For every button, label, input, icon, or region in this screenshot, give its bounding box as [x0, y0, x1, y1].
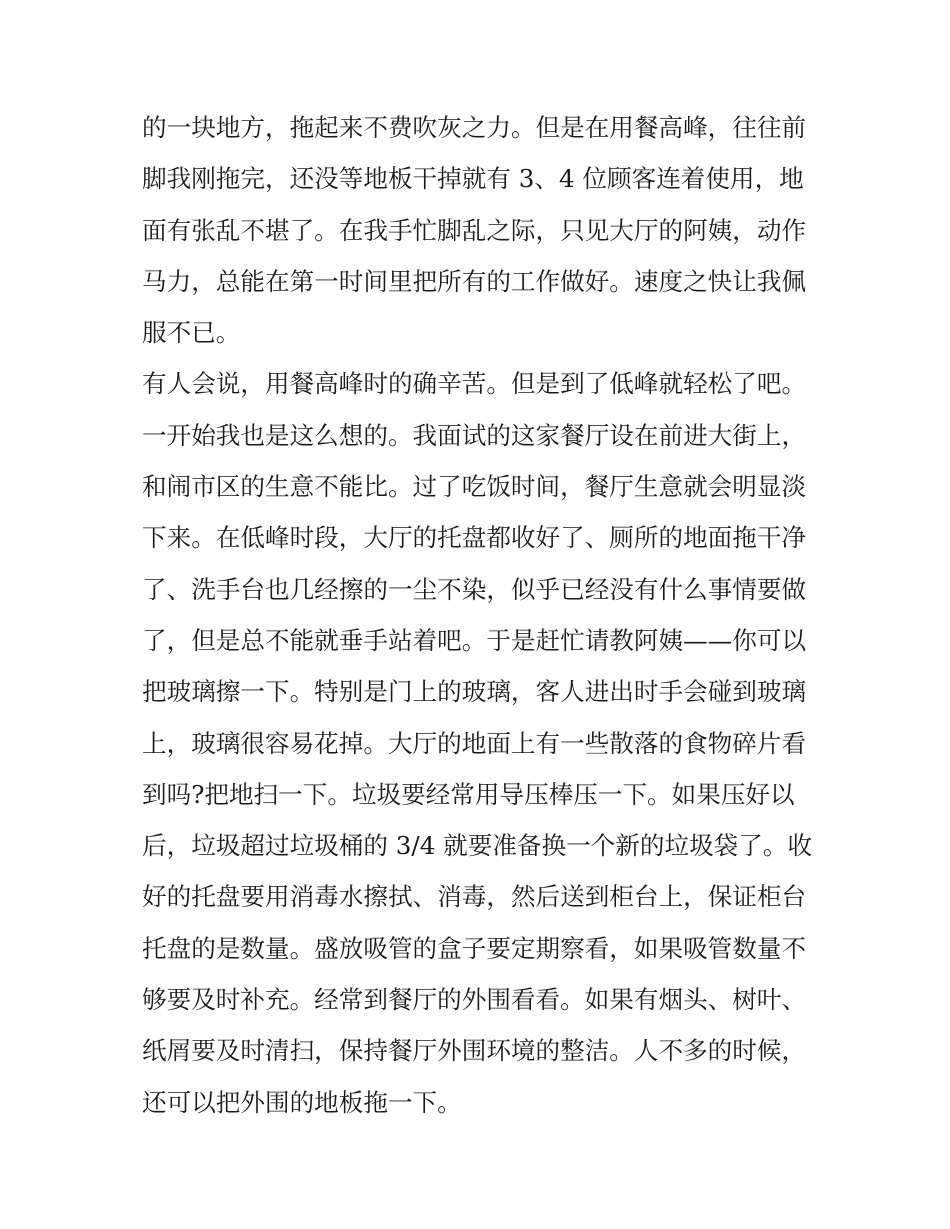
- text-line: 还可以把外围的地板拖一下。: [142, 1087, 462, 1117]
- text-line: 了，但是总不能就垂手站着吧。于是赶忙请教阿姨——你可以: [142, 625, 807, 655]
- text-line: 了、洗手台也几经擦的一尘不染，似乎已经没有什么事情要做: [142, 574, 807, 604]
- text-line: 和闹市区的生意不能比。过了吃饭时间，餐厅生意就会明显淡: [142, 472, 807, 502]
- text-line: 上，玻璃很容易花掉。大厅的地面上有一些散落的食物碎片看: [142, 728, 807, 758]
- text-line: 后，垃圾超过垃圾桶的 3/4 就要准备换一个新的垃圾袋了。收: [142, 831, 813, 861]
- text-line: 马力，总能在第一时间里把所有的工作做好。速度之快让我佩: [142, 266, 807, 296]
- text-line: 到吗?把地扫一下。垃圾要经常用导压棒压一下。如果压好以: [142, 779, 795, 809]
- text-line: 一开始我也是这么想的。我面试的这家餐厅设在前进大街上，: [142, 420, 807, 450]
- text-line: 纸屑要及时清扫，保持餐厅外围环境的整洁。人不多的时候，: [142, 1036, 807, 1066]
- text-line: 服不已。: [142, 318, 241, 348]
- text-line: 好的托盘要用消毒水擦拭、消毒，然后送到柜台上，保证柜台: [142, 882, 807, 912]
- text-line: 够要及时补充。经常到餐厅的外围看看。如果有烟头、树叶、: [142, 985, 807, 1015]
- text-line: 的一块地方，拖起来不费吹灰之力。但是在用餐高峰，往往前: [142, 113, 807, 142]
- text-line: 托盘的是数量。盛放吸管的盒子要定期察看，如果吸管数量不: [142, 933, 807, 963]
- text-line: 有人会说，用餐高峰时的确辛苦。但是到了低峰就轻松了吧。: [142, 369, 807, 399]
- body-text: [142, 102, 822, 1128]
- text-line: 脚我刚拖完，还没等地板干掉就有 3、4 位顾客连着使用，地: [142, 164, 804, 194]
- text-line: 下来。在低峰时段，大厅的托盘都收好了、厕所的地面拖干净: [142, 523, 807, 553]
- text-line: 把玻璃擦一下。特别是门上的玻璃，客人进出时手会碰到玻璃: [142, 677, 807, 707]
- text-line: 面有张乱不堪了。在我手忙脚乱之际，只见大厅的阿姨，动作: [142, 215, 807, 245]
